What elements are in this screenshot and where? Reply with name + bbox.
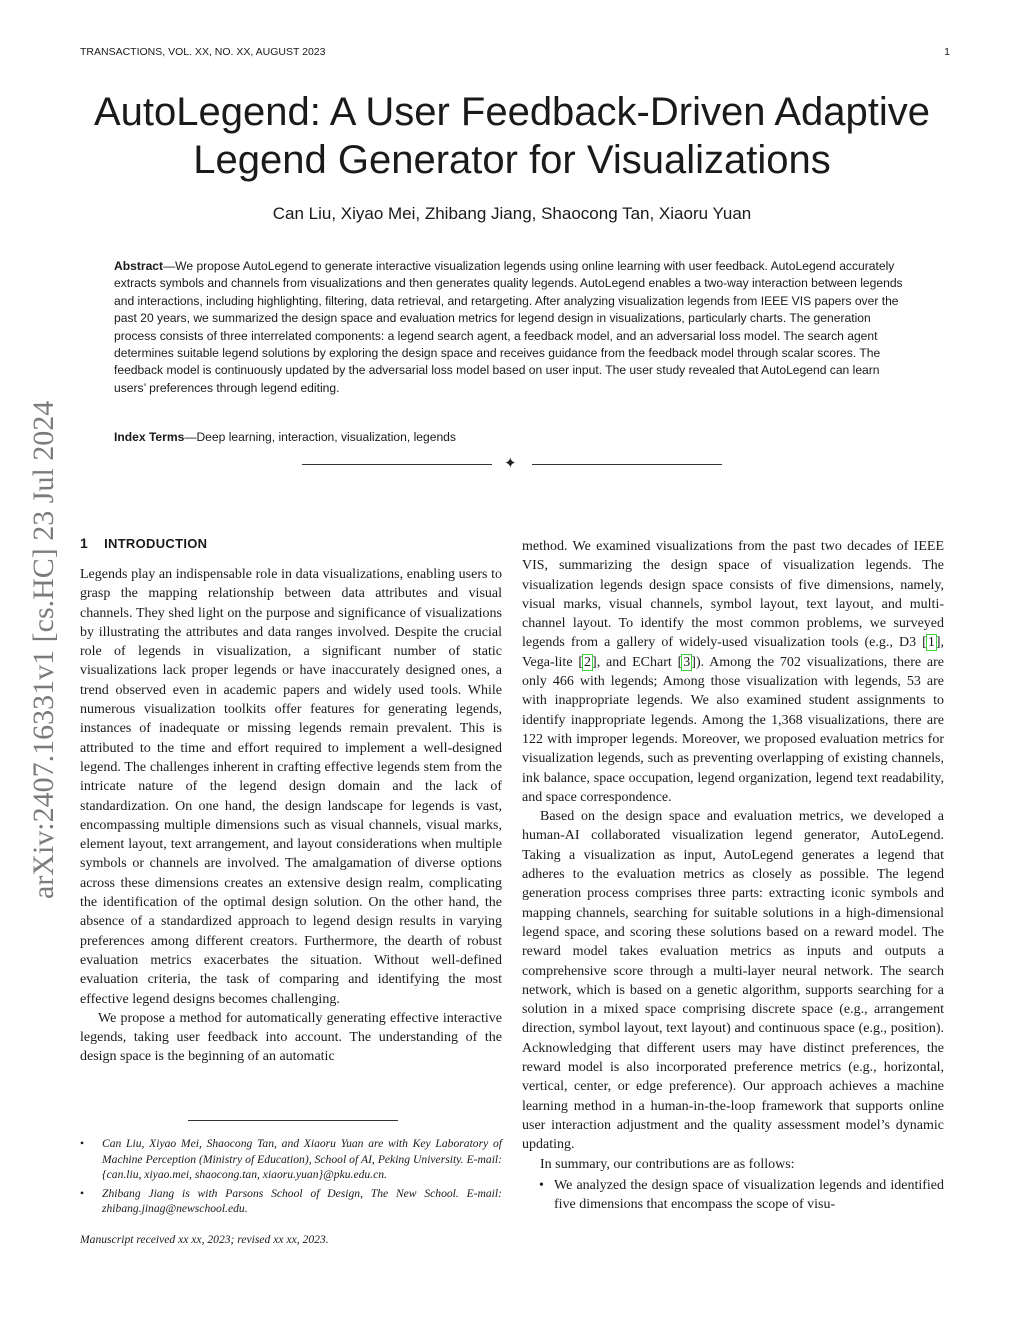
separator-line-left	[302, 464, 492, 465]
paragraph-text: method. We examined visualizations from the past two decades of IEEE VIS, summarizing the design space of visualization legends. The visualization legends design space consists of five dimensions, namely, visual marks, visual channels, symbol layout, text layout, and multi-channel layout. To identify the most common problems, we surveyed legends from a gallery of widely-used visualization tools (e.g., D3	[522, 539, 944, 651]
index-terms-text: —Deep learning, interaction, visualization, legends	[184, 430, 456, 444]
footnote-text: Zhibang Jiang is with Parsons School of Design, The New School. E-mail: zhibang.jinag@newschool.edu.	[102, 1186, 502, 1215]
footnote-affiliation-1	[80, 1136, 502, 1183]
right-column	[522, 537, 944, 1214]
abstract-text: —We propose AutoLegend to generate interactive visualization legends using online learning with user feedback. AutoLegend accurately extracts symbols and channels from visualizations and then generates quality legends. AutoLegend enables a two-way interaction between legends and interactions, including highlighting, filtering, data retrieval, and retargeting. After analyzing visualization legends from IEEE VIS papers over the past 20 years, we summarized the design space and evaluation metrics for legend design in visualizations, particularly charts. The generation process consists of three interrelated components: a legend search agent, a feedback model, and an adversarial loss model. The search agent determines suitable legend solutions by exploring the design space and receives guidance from the feedback model through scalar scores. The feedback model is continuously updated by the adversarial loss model based on user input. The user study revealed that AutoLegend can learn users’ preferences through legend editing.	[114, 259, 903, 395]
paragraph-text: , Vega-lite	[522, 635, 944, 670]
footnote-text: Can Liu, Xiyao Mei, Shaocong Tan, and Xiaoru Yuan are with Key Laboratory of Machine Perception (Ministry of Education), School of AI, Peking University. E-mail: {can.liu, xiyao.mei, shaocong.tan, xiaoru.yuan}@pku.edu.cn.	[102, 1137, 502, 1181]
running-header	[80, 46, 950, 60]
section-title: INTRODUCTION	[104, 536, 208, 551]
intro-paragraph-5: In summary, our contributions are as follows:	[540, 1156, 795, 1172]
separator-diamond-icon: ✦	[504, 456, 517, 472]
page-number: 1	[944, 46, 950, 58]
index-terms	[114, 430, 914, 444]
intro-paragraph-1: Legends play an indispensable role in data visualizations, enabling users to grasp the mapping relationship between data attributes and visual channels. They shed light on the purpose and significance of visualizations by illustrating the attributes and data ranges involved. Despite the crucial role of legends in visualization, a significant number of static visualizations lack proper legends or have inaccurately designed ones, a trend observed even in academic papers and widely used tools. While numerous visualization toolkits offer features for generating legends, instances of inadequate or missing legends remain prevalent. This is attributed to the time and effort required to implement a well-designed legend. The challenges inherent in crafting effective legends stem from the intricate nature of the legend design domain and the lack of standardization. On one hand, the design landscape for legends is vast, encompassing multiple dimensions such as visual channels, visual marks, element layout, text arrangement, and layout considerations when multiple symbols or channels are involved. The amalgamation of diverse options across these dimensions creates an extensive design realm, complicating the identification of the optimal design solution. On the other hand, the absence of a standardized approach to legend design results in varying preferences among different creators. Furthermore, the dearth of robust evaluation metrics exacerbates the situation. Without well-defined evaluation criteria, the task of comparing and identifying the most effective legend designs becomes challenging.	[80, 567, 502, 1007]
bullet-icon: •	[80, 1186, 85, 1200]
journal-info: TRANSACTIONS, VOL. XX, NO. XX, AUGUST 2023	[80, 46, 326, 58]
paper-title	[60, 88, 964, 184]
abstract-label: Abstract	[114, 259, 164, 273]
separator-line-right	[532, 464, 722, 465]
footnote-rule	[188, 1120, 398, 1121]
manuscript-note: Manuscript received xx xx, 2023; revised xx xx, 2023.	[80, 1233, 329, 1246]
footnotes	[80, 1136, 502, 1220]
author-list: Can Liu, Xiyao Mei, Zhibang Jiang, Shaocong Tan, Xiaoru Yuan	[272, 204, 752, 223]
citation-link-1[interactable]: 1	[927, 635, 935, 651]
index-terms-label: Index Terms	[114, 430, 185, 444]
title-line-2: Legend Generator for Visualizations	[193, 138, 831, 182]
citation-link-2[interactable]: 2	[584, 654, 592, 670]
paragraph-text: , and EChart	[596, 654, 678, 670]
footnote-affiliation-2	[80, 1186, 502, 1217]
paragraph-text: ). Among the 702 visualizations, there are only 466 with legends; Among those visualization with legends, 53 are with inappropriate legends. We also examined student assignments to identify inappropriate legends. Among the 1,368 visualizations, there are 122 with improper legends. Moreover, we proposed evaluation metrics for visualization legends, such as preventing overlapping of existing channels, ink balance, space occupation, legend organization, legend text readability, and space correspondence.	[522, 654, 944, 805]
section-separator	[302, 456, 722, 472]
section-number: 1	[80, 535, 89, 551]
abstract	[114, 258, 914, 397]
title-line-1: AutoLegend: A User Feedback-Driven Adaptive	[93, 90, 931, 134]
bullet-icon: •	[80, 1137, 85, 1150]
citation-link-3[interactable]: 3	[683, 654, 691, 670]
section-heading	[80, 535, 207, 551]
contribution-item-1	[522, 1176, 944, 1215]
bullet-icon: •	[539, 1177, 544, 1193]
contribution-text: We analyzed the design space of visualization legends and identified five dimensions that encompass the scope of visu-	[554, 1177, 944, 1213]
intro-paragraph-3: method. We examined visualizations from the past two decades of IEEE VIS, summarizing the design space of visualization legends. The visualization legends design space consists of five dimensions, namely, visual marks, visual channels, symbol layout, text layout, and multi-channel layout. To identify the most common problems, we surveyed legends from a gallery of widely-used visualization tools (e.g., D3 [1], Vega-lite [2], and EChart [3]). Among the 702 visualizations, there are only 466 with legends; Among those visualization with legends, 53 are with inappropriate legends. We also examined student assignments to identify inappropriate legends. Among the 1,368 visualizations, there are 122 with improper legends. Moreover, we proposed evaluation metrics for visualization legends, such as preventing overlapping of existing channels, ink balance, space occupation, legend organization, legend text readability, and space correspondence.	[522, 539, 944, 805]
arxiv-identifier: arXiv:2407.16331v1 [cs.HC] 23 Jul 2024	[27, 400, 60, 900]
intro-paragraph-2: We propose a method for automatically generating effective interactive legends, taking user feedback into account. The understanding of the design space is the beginning of an automatic	[80, 1010, 502, 1065]
title-block	[60, 88, 964, 224]
left-column	[80, 565, 502, 1067]
intro-paragraph-4: Based on the design space and evaluation metrics, we developed a human-AI collaborated visualization legend generator, AutoLegend. Taking a visualization as input, AutoLegend generates a legend that adheres to the evaluation metrics as closely as possible. The legend generation process comprises three parts: extracting iconic symbols and mapping channels, searching for suitable solutions in a high-dimensional legend space, and scoring these solutions based on a reward model. The reward model takes evaluation metrics as inputs and outputs a comprehensive score through a multi-layer neural network. The search network, which is based on a genetic algorithm, supports searching for a solution in a mixed space comprising discrete space (e.g., arrangement direction, symbol layout, text layout) and continuous space (e.g., position). Acknowledging that different users may have distinct preferences, the reward model is also incorporated preference metrics (e.g., horizontal, vertical, center, or edge preference). Our approach achieves a machine learning method in a human-in-the-loop framework that supports online user interaction adjustment and the quality assessment model’s dynamic updating.	[522, 809, 944, 1153]
